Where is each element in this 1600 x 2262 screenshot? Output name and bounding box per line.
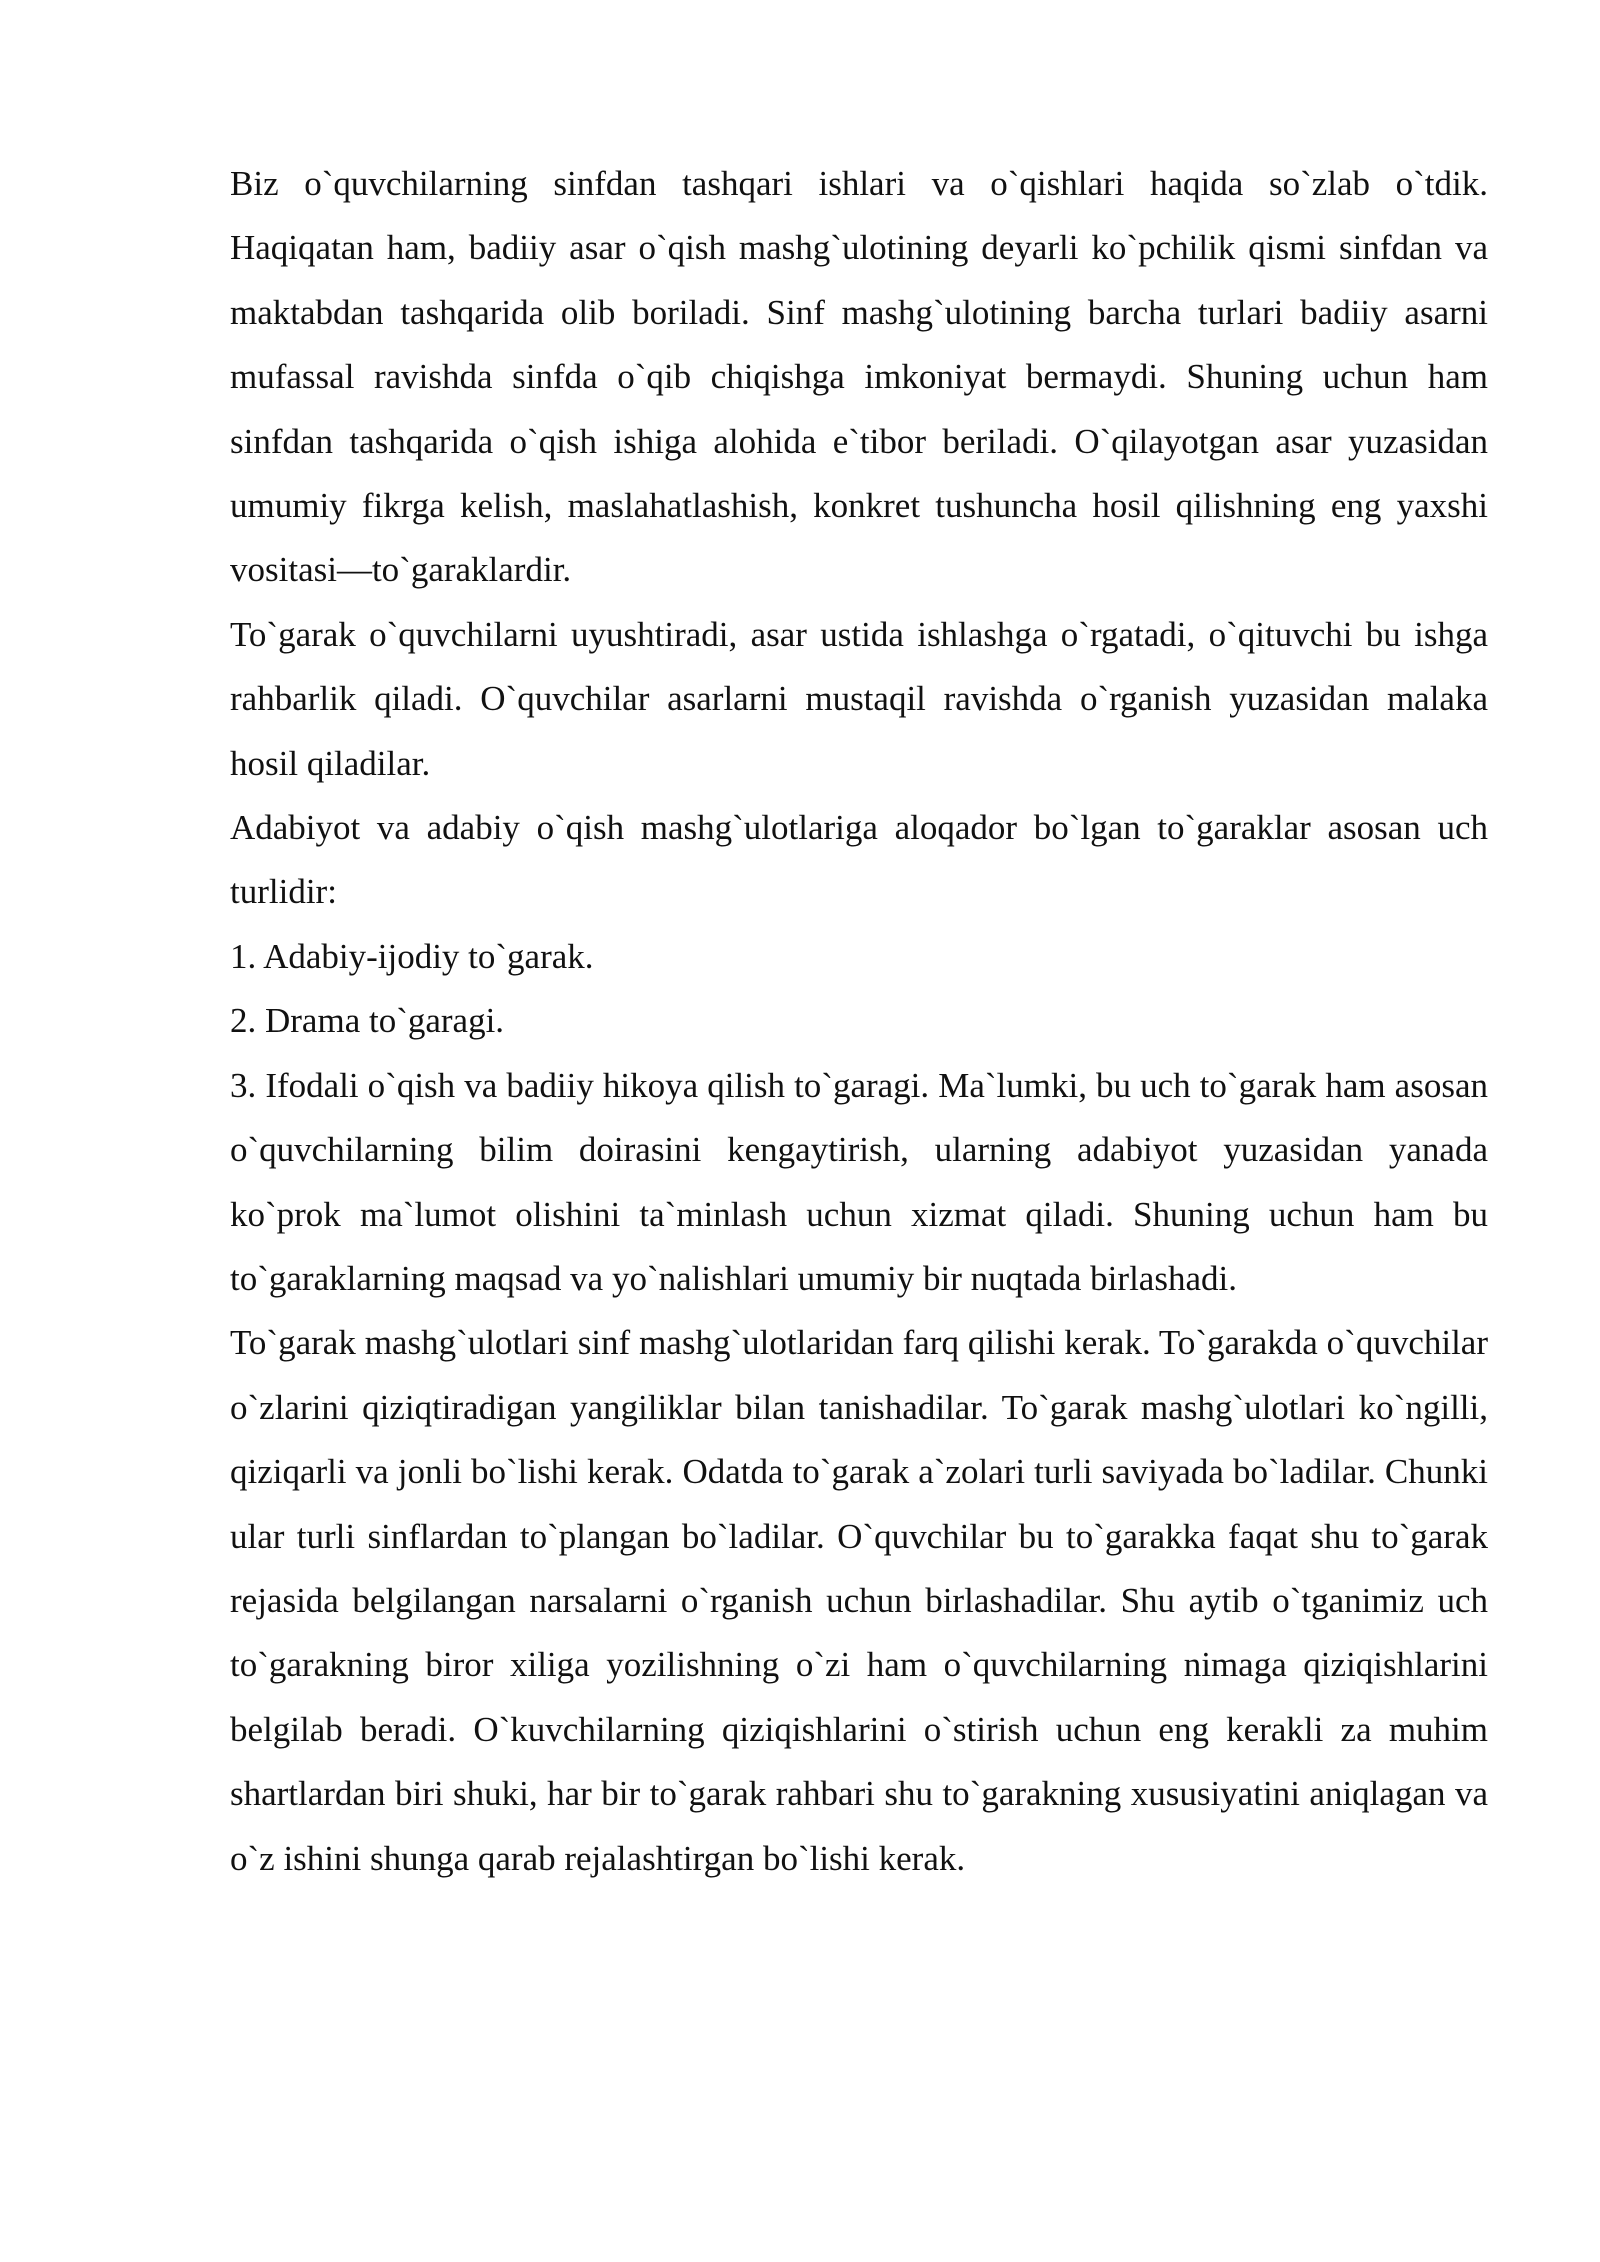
list-item-drama: 2. Drama to`garagi. [230,1001,505,1041]
paragraph-togarak-mashgulotlari: To`garak mashg`ulotlari sinf mashg`ulotlaridan farq qilishi kerak. To`garakda o`quvchilar o`zlarini qiziqtiradigan yangiliklar bilan tanishadilar. To`garak mashg`ulotlari ko`ngilli, qiziqarli va jonli bo`lishi kerak. Odatda to`garak a`zolari turli saviyada bo`ladilar. Chunki ular turli sinflardan to`plangan bo`ladilar. O`quvchilar bu to`garakka faqat shu to`garak rejasida belgilangan narsalarni o`rganish uchun birlashadilar. Shu aytib o`tganimiz uch to`garakning biror xiliga yozilishning o`zi ham o`quvchilarning nimaga qiziqishlarini belgilab beradi. O`kuvchilarning qiziqishlarini o`stirish uchun eng kerakli za muhim shartlardan biri shuki, har bir to`garak rahbari shu to`garakning xususiyatini aniqlagan va o`z ishini shunga qarab rejalashtirgan bo`lishi kerak. [230,1323,1488,1878]
paragraph-togarak-role: To`garak o`quvchilarni uyushtiradi, asar ustida ishlashga o`rgatadi, o`qituvchi bu ishga rahbarlik qiladi. O`quvchilar asarlarni mustaqil ravishda o`rganish yuzasidan malaka hosil qiladilar. [230,614,1488,783]
paragraph-togarak-types: Adabiyot va adabiy o`qish mashg`ulotlariga aloqador bo`lgan to`garaklar asosan uch turlidir: [230,808,1488,912]
paragraph-intro: Biz o`quvchilarning sinfdan tashqari ishlari va o`qishlari haqida so`zlab o`tdik. Haqiqatan ham, badiiy asar o`qish mashg`ulotining deyarli ko`pchilik qismi sinfdan va maktabdan tashqarida olib boriladi. Sinf mashg`ulotining barcha turlari badiiy asarni mufassal ravishda sinfda o`qib chiqishga imkoniyat bermaydi. Shuning uchun ham sinfdan tashqarida o`qish ishiga alohida e`tibor beriladi. O`qilayotgan asar yuzasidan umumiy fikrga kelish, maslahatlashish, konkret tushuncha hosil qilishning eng yaxshi vositasi—to`garaklardir. [230,164,1488,590]
document-page [230,152,1488,1891]
list-item-adabiy-ijodiy: 1. Adabiy-ijodiy to`garak. [230,936,594,976]
paragraph-ifodali-oqish: 3. Ifodali o`qish va badiiy hikoya qilish to`garagi. Ma`lumki, bu uch to`garak ham asosan o`quvchilarning bilim doirasini kengaytirish, ularning adabiyot yuzasidan yanada ko`prok ma`lumot olishini ta`minlash uchun xizmat qiladi. Shuning uchun ham bu to`garaklarning maqsad va yo`nalishlari umumiy bir nuqtada birlashadi. [230,1065,1488,1298]
